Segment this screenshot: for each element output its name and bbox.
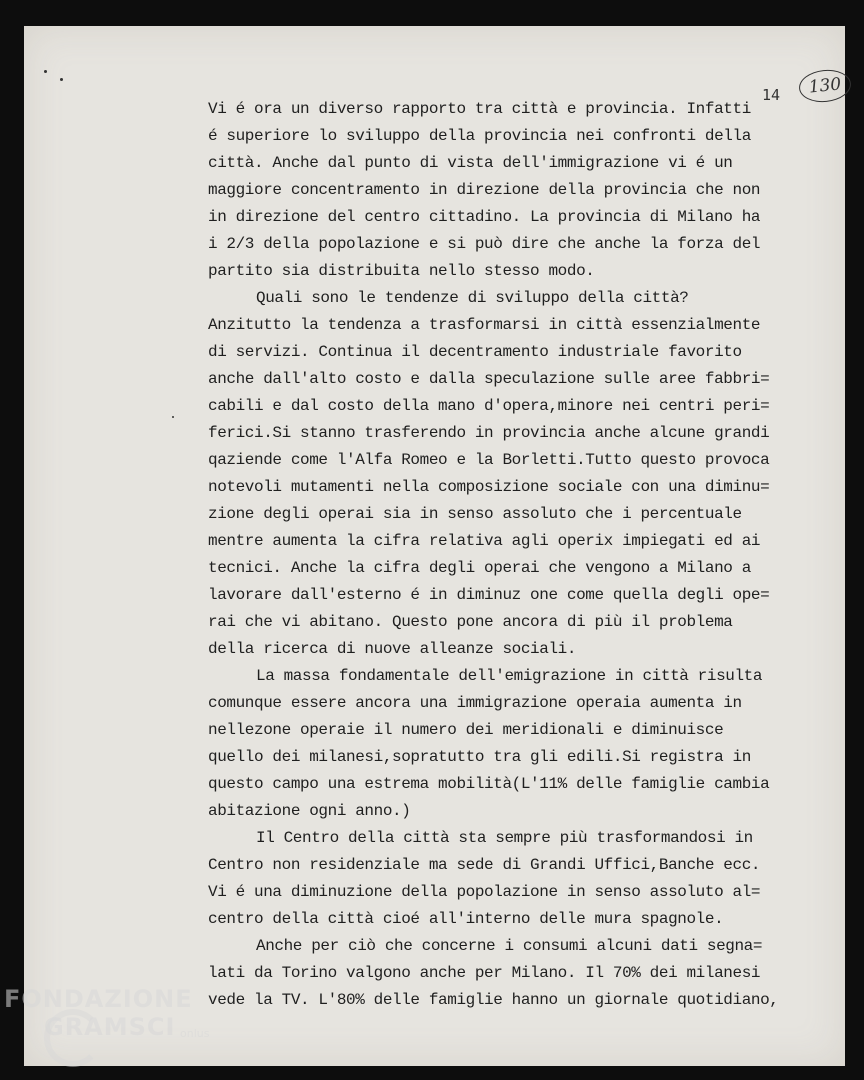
archive-number-circled: 130 bbox=[797, 67, 852, 104]
text-line: lavorare dall'esterno é in diminuz one come quella degli ope= bbox=[208, 586, 770, 604]
text-line: cabili e dal costo della mano d'opera,minore nei centri peri= bbox=[208, 397, 770, 415]
paper-speck bbox=[172, 416, 174, 418]
text-line: mentre aumenta la cifra relativa agli operix impiegati ed ai bbox=[208, 532, 761, 550]
text-line: comunque essere ancora una immigrazione operaia aumenta in bbox=[208, 694, 742, 712]
watermark-onlus: onlus bbox=[180, 1027, 210, 1040]
text-line: Anzitutto la tendenza a trasformarsi in città essenzialmente bbox=[208, 316, 761, 334]
text-line: La massa fondamentale dell'emigrazione in città risulta bbox=[256, 667, 763, 685]
watermark-g-logo-icon bbox=[44, 1009, 102, 1067]
text-line: rai che vi abitano. Questo pone ancora di più il problema bbox=[208, 613, 733, 631]
text-line: anche dall'alto costo e dalla speculazione sulle aree fabbri= bbox=[208, 370, 770, 388]
text-line: città. Anche dal punto di vista dell'immigrazione vi é un bbox=[208, 154, 733, 172]
text-line: Vi é una diminuzione della popolazione in senso assoluto al= bbox=[208, 883, 761, 901]
text-line: notevoli mutamenti nella composizione sociale con una diminu= bbox=[208, 478, 770, 496]
text-line: é superiore lo sviluppo della provincia nei confronti della bbox=[208, 127, 751, 145]
text-line: lati da Torino valgono anche per Milano. Il 70% dei milanesi bbox=[208, 964, 761, 982]
text-line: zione degli operai sia in senso assoluto che i percentuale bbox=[208, 505, 742, 523]
text-line: vede la TV. L'80% delle famiglie hanno un giornale quotidiano, bbox=[208, 991, 779, 1009]
text-line: della ricerca di nuove alleanze sociali. bbox=[208, 640, 577, 658]
text-line: i 2/3 della popolazione e si può dire che anche la forza del bbox=[208, 235, 761, 253]
body-text bbox=[208, 96, 828, 1014]
paper-speck bbox=[44, 70, 47, 73]
watermark-line2: GRAMSCI bbox=[44, 1013, 176, 1041]
text-line: Quali sono le tendenze di sviluppo della città? bbox=[256, 289, 689, 307]
text-line: ferici.Si stanno trasferendo in provincia anche alcune grandi bbox=[208, 424, 770, 442]
text-line: abitazione ogni anno.) bbox=[208, 802, 411, 820]
text-line: centro della città cioé all'interno delle mura spagnole. bbox=[208, 910, 724, 928]
text-line: Anche per ciò che concerne i consumi alcuni dati segna= bbox=[256, 937, 763, 955]
text-line: questo campo una estrema mobilità(L'11% delle famiglie cambia bbox=[208, 775, 770, 793]
paper-speck bbox=[60, 78, 63, 81]
watermark-line1: FONDAZIONE bbox=[4, 985, 193, 1013]
page-number: 14 bbox=[762, 86, 781, 104]
text-line: maggiore concentramento in direzione della provincia che non bbox=[208, 181, 761, 199]
text-line: nellezone operaie il numero dei meridionali e diminuisce bbox=[208, 721, 724, 739]
text-line: quello dei milanesi,sopratutto tra gli edili.Si registra in bbox=[208, 748, 751, 766]
text-line: partito sia distribuita nello stesso modo. bbox=[208, 262, 595, 280]
text-line: Centro non residenziale ma sede di Grandi Uffici,Banche ecc. bbox=[208, 856, 761, 874]
text-line: Vi é ora un diverso rapporto tra città e provincia. Infatti bbox=[208, 100, 751, 118]
text-line: Il Centro della città sta sempre più trasformandosi in bbox=[256, 829, 753, 847]
text-line: tecnici. Anche la cifra degli operai che vengono a Milano a bbox=[208, 559, 751, 577]
text-line: in direzione del centro cittadino. La provincia di Milano ha bbox=[208, 208, 761, 226]
fondazione-gramsci-watermark bbox=[4, 985, 210, 1041]
text-line: di servizi. Continua il decentramento industriale favorito bbox=[208, 343, 742, 361]
text-line: qaziende come l'Alfa Romeo e la Borletti.Tutto questo provoca bbox=[208, 451, 770, 469]
